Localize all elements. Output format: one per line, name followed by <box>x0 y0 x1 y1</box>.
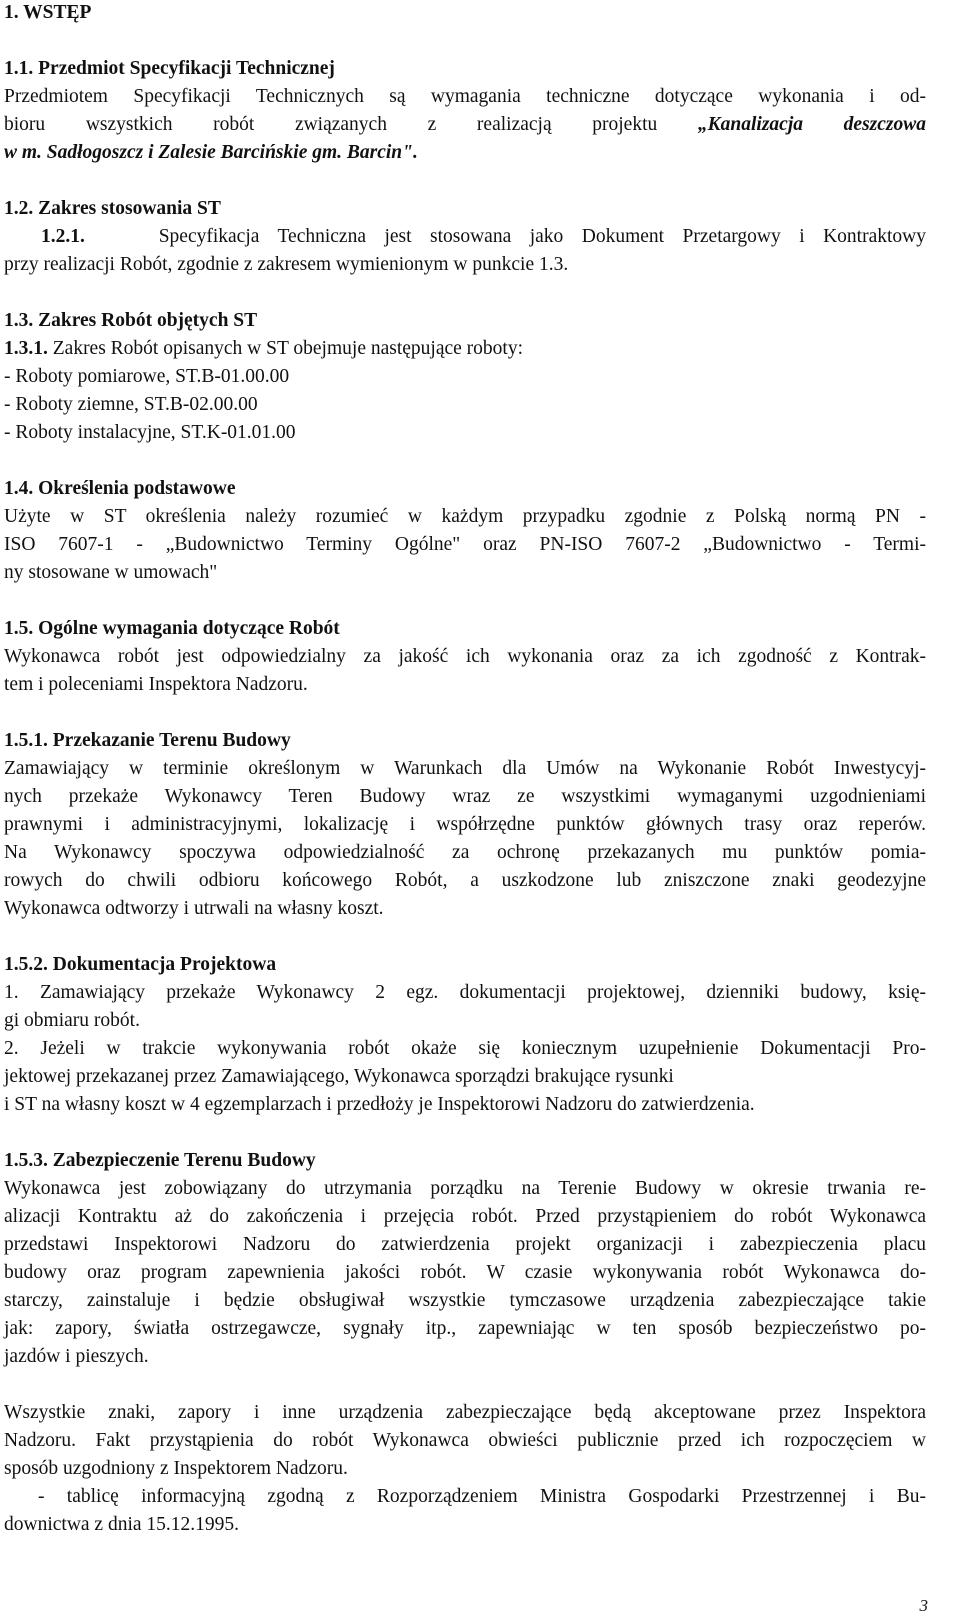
text-line: jektowej przekazanej przez Zamawiającego, Wykonawca sporządzi brakujące rysunki <box>4 1066 674 1087</box>
clause-number: 1.2.1. <box>40 226 85 247</box>
text-line: ISO 7607-1 - „Budownictwo Terminy Ogólne" oraz PN-ISO 7607-2 „Budownictwo - Termi- <box>4 534 926 555</box>
project-name-span: „Kanalizacja deszczowa <box>697 114 926 135</box>
page-number: 3 <box>919 1596 928 1615</box>
text-line: Przedmiotem Specyfikacji Technicznych są wymagania techniczne dotyczące wykonania i od- <box>4 86 926 107</box>
text-line: prawnymi i administracyjnymi, lokalizację i współrzędne punktów głównych trasy oraz reperów. <box>4 814 926 835</box>
text-line: budowy oraz program zapewnienia jakości robót. W czasie wykonywania robót Wykonawca do- <box>4 1262 926 1283</box>
text-line <box>4 338 523 360</box>
text-line: przy realizacji Robót, zgodnie z zakresem wymienionym w punkcie 1.3. <box>4 254 569 275</box>
text-line: downictwa z dnia 15.12.1995. <box>4 1514 240 1535</box>
text-line: tem i poleceniami Inspektora Nadzoru. <box>4 674 308 695</box>
subsection-title: 1.2. Zakres stosowania ST <box>4 198 221 219</box>
subsection-title: 1.5. Ogólne wymagania dotyczące Robót <box>4 618 340 639</box>
text-line: gi obmiaru robót. <box>4 1010 140 1031</box>
text-line: nych przekaże Wykonawcy Teren Budowy wraz ze wszystkimi wymaganymi uzgodnieniami <box>4 786 926 807</box>
text-line: rowych do chwili odbioru końcowego Robót, a uszkodzone lub zniszczone znaki geodezyjne <box>4 870 926 891</box>
text-line: Na Wykonawcy spoczywa odpowiedzialność za ochronę przekazanych mu punktów pomia- <box>4 842 926 863</box>
text-line: Wykonawca jest zobowiązany do utrzymania porządku na Terenie Budowy w okresie trwania re- <box>4 1178 926 1199</box>
text-line: starczy, zainstaluje i będzie obsługiwał wszystkie tymczasowe urządzenia zabezpieczające takie <box>4 1290 926 1311</box>
subsection-title: 1.5.2. Dokumentacja Projektowa <box>4 954 277 975</box>
subsection-title: 1.5.3. Zabezpieczenie Terenu Budowy <box>4 1150 316 1171</box>
text-line <box>4 114 926 136</box>
list-item: - Roboty ziemne, ST.B-02.00.00 <box>4 394 258 415</box>
text-span: Zakres Robót opisanych w ST obejmuje następujące roboty: <box>47 338 523 359</box>
subsection-title: 1.3. Zakres Robót objętych ST <box>4 310 258 331</box>
text-span: Specyfikacja Techniczna jest stosowana jako Dokument Przetargowy i Kontraktowy <box>158 226 926 247</box>
text-line: alizacji Kontraktu aż do zakończenia i przejęcia robót. Przed przystąpieniem do robót Wykonawca <box>4 1206 926 1227</box>
list-item: - Roboty instalacyjne, ST.K-01.01.00 <box>4 422 296 443</box>
text-line: Wykonawca odtworzy i utrwali na własny koszt. <box>4 898 384 919</box>
subsection-title: 1.5.1. Przekazanie Terenu Budowy <box>4 730 291 751</box>
text-line: 2. Jeżeli w trakcie wykonywania robót okaże się koniecznym uzupełnienie Dokumentacji Pro- <box>4 1038 926 1059</box>
text-line: Nadzoru. Fakt przystąpienia do robót Wykonawca obwieści publicznie przed ich rozpoczęciem w <box>4 1430 926 1451</box>
subsection-title: 1.1. Przedmiot Specyfikacji Technicznej <box>4 58 335 79</box>
text-line: jak: zapory, światła ostrzegawcze, sygnały itp., zapewniając w ten sposób bezpieczeństwo po- <box>4 1318 926 1339</box>
text-line: i ST na własny koszt w 4 egzemplarzach i przedłoży je Inspektorowi Nadzoru do zatwierdzenia. <box>4 1094 755 1115</box>
text-line: ny stosowane w umowach" <box>4 562 218 583</box>
project-name-line: w m. Sadłogoszcz i Zalesie Barcińskie gm. Barcin". <box>4 142 418 163</box>
text-line: Użyte w ST określenia należy rozumieć w każdym przypadku zgodnie z Polską normą PN - <box>4 506 926 527</box>
text-line: Zamawiający w terminie określonym w Warunkach dla Umów na Wykonanie Robót Inwestycyj- <box>4 758 926 779</box>
list-item: - Roboty pomiarowe, ST.B-01.00.00 <box>4 366 290 387</box>
text-span: bioru wszystkich robót związanych z realizacją projektu <box>4 114 698 135</box>
clause-number: 1.3.1. <box>4 338 48 359</box>
text-line: przedstawi Inspektorowi Nadzoru do zatwierdzenia projekt organizacji i zabezpieczenia placu <box>4 1234 926 1255</box>
text-line: sposób uzgodniony z Inspektorem Nadzoru. <box>4 1458 348 1479</box>
text-line: jazdów i pieszych. <box>4 1346 149 1367</box>
subsection-title: 1.4. Określenia podstawowe <box>4 478 236 499</box>
text-line: Wykonawca robót jest odpowiedzialny za jakość ich wykonania oraz za ich zgodność z Kontrak- <box>4 646 926 667</box>
text-line: Wszystkie znaki, zapory i inne urządzenia zabezpieczające będą akceptowane przez Inspektora <box>4 1402 926 1423</box>
text-line: 1. Zamawiający przekaże Wykonawcy 2 egz. dokumentacji projektowej, dzienniki budowy, księ- <box>4 982 926 1003</box>
section-heading: 1. WSTĘP <box>4 2 92 23</box>
text-line: - tablicę informacyjną zgodną z Rozporządzeniem Ministra Gospodarki Przestrzennej i Bu- <box>38 1486 926 1507</box>
text-line <box>4 226 926 248</box>
